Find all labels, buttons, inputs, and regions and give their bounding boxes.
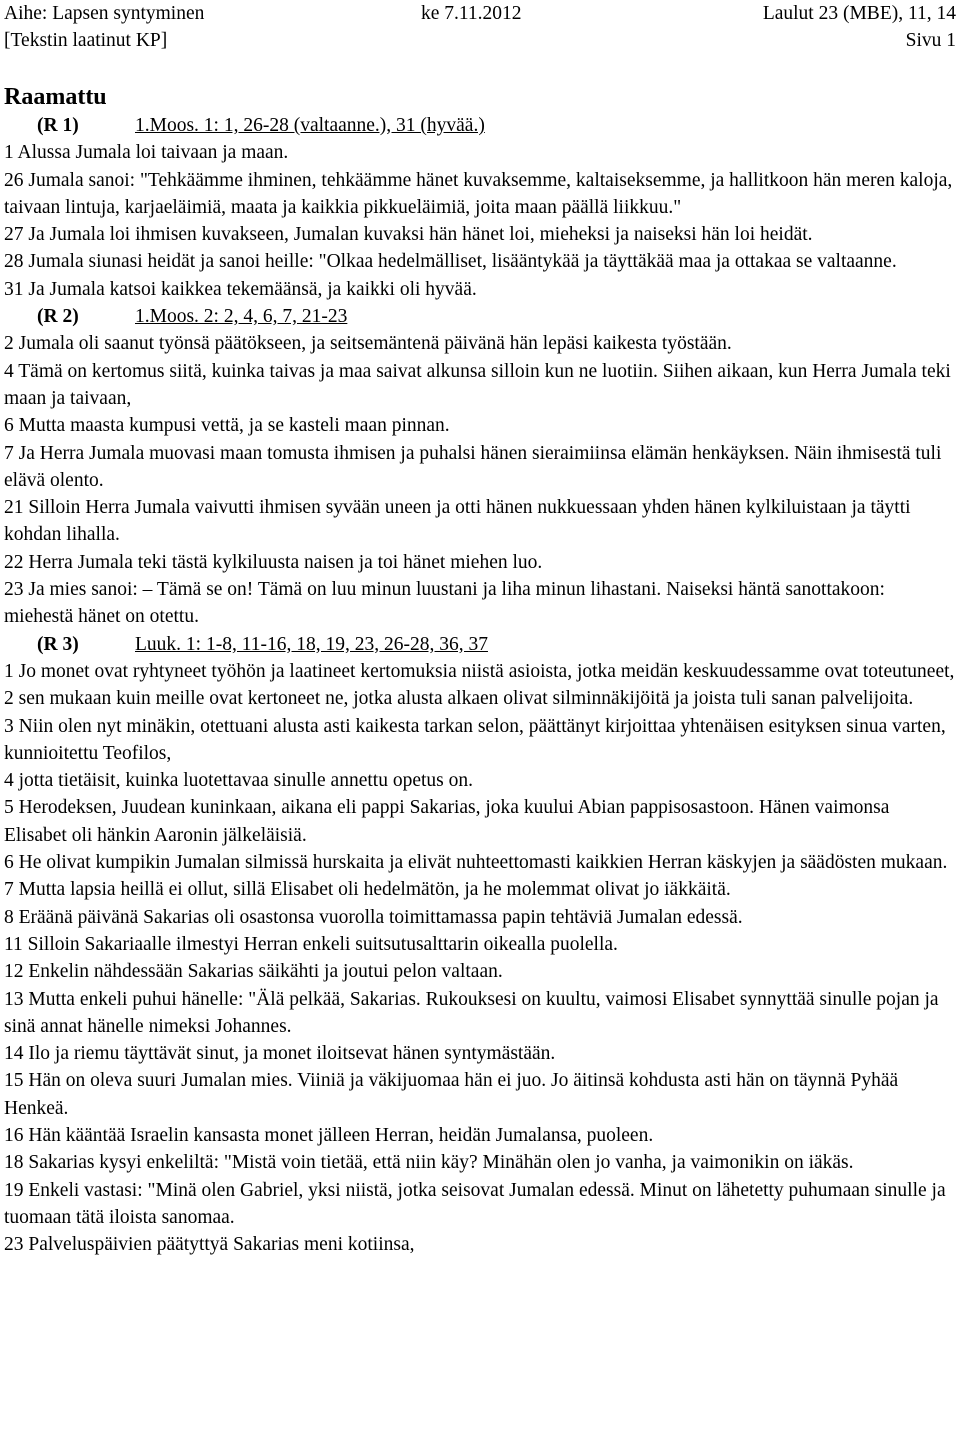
- verse: 16 Hän kääntää Israelin kansasta monet jälleen Herran, heidän Jumalansa, puoleen.: [4, 1124, 654, 1146]
- verse: 2 Jumala oli saanut työnsä päätökseen, ja seitsemäntenä päivänä hän lepäsi kaikesta työstään.: [4, 333, 732, 355]
- verse: 21 Silloin Herra Jumala vaivutti ihmisen syvään uneen ja otti hänen nukkuessaan yhden hänen kylkiluistaan ja täytti kohdan lihalla.: [4, 497, 911, 546]
- reading-1-reference: 1.Moos. 1: 1, 26-28 (valtaanne.), 31 (hyvää.): [135, 115, 485, 136]
- header-credit: [Tekstin laatinut KP]: [4, 30, 168, 51]
- verse: 6 Mutta maasta kumpusi vettä, ja se kasteli maan pinnan.: [4, 415, 450, 437]
- reading-1-heading: [4, 112, 956, 139]
- header-songs: Laulut 23 (MBE), 11, 14: [762, 3, 956, 24]
- verse: 6 He olivat kumpikin Jumalan silmissä hurskaita ja elivät nuhteettomasti kaikkien Herran käskyjen ja säädösten mukaan.: [4, 852, 948, 874]
- header-row-1: [4, 0, 956, 27]
- reading-3-reference: Luuk. 1: 1-8, 11-16, 18, 19, 23, 26-28, 36, 37: [135, 633, 488, 655]
- verse: 15 Hän on oleva suuri Jumalan mies. Viiniä ja väkijuomaa hän ei juo. Jo äitinsä kohdusta asti hän on täynnä Pyhää Henkeä.: [4, 1070, 899, 1119]
- header-date: ke 7.11.2012: [421, 3, 522, 24]
- header-topic: Aihe: Lapsen syntyminen: [4, 3, 205, 24]
- document-page: [4, 0, 956, 1258]
- header-row-2: [4, 27, 956, 54]
- verse: 7 Ja Herra Jumala muovasi maan tomusta ihmisen ja puhalsi hänen sieraimiinsa elämän henkäyksen. Näin ihmisestä tuli elävä olento.: [4, 442, 942, 491]
- verse: 26 Jumala sanoi: "Tehkäämme ihminen, tehkäämme hänet kuvaksemme, kaltaiseksemme, ja hallitkoon hän meren kaloja, taivaan lintuja, karjaeläimiä, maata ja kaikkia pikkueläimiä, joita maan päällä liikkuu.": [4, 169, 953, 218]
- reading-2-label: (R 2): [37, 306, 79, 328]
- verse: 18 Sakarias kysyi enkeliltä: "Mistä voin tietää, että niin käy? Minähän olen jo vanha, ja vaimonikin on iäkäs.: [4, 1152, 854, 1174]
- verse: 12 Enkelin nähdessään Sakarias säikähti ja joutui pelon valtaan.: [4, 961, 503, 983]
- verse: 2 sen mukaan kuin meille ovat kertoneet ne, jotka alusta alkaen olivat silminnäkijöitä ja joista tuli sanan palvelijoita.: [4, 688, 914, 710]
- reading-2-heading: [4, 303, 956, 330]
- verse: 14 Ilo ja riemu täyttävät sinut, ja monet iloitsevat hänen syntymästään.: [4, 1043, 556, 1065]
- verse: 13 Mutta enkeli puhui hänelle: "Älä pelkää, Sakarias. Rukouksesi on kuultu, vaimosi Elisabet synnyttää sinulle pojan ja sinä annat hänelle nimeksi Johannes.: [4, 988, 939, 1037]
- verse: 23 Palveluspäivien päätyttyä Sakarias meni kotiinsa,: [4, 1234, 415, 1256]
- verse: 11 Silloin Sakariaalle ilmestyi Herran enkeli suitsutusalttarin oikealla puolella.: [4, 933, 618, 955]
- verse: 1 Jo monet ovat ryhtyneet työhön ja laatineet kertomuksia niistä asioista, jotka meidän keskuudessamme ovat toteutuneet,: [4, 660, 955, 682]
- verse: 3 Niin olen nyt minäkin, otettuani alusta asti kaikesta tarkan selon, päättänyt kirjoittaa yhtenäisen esityksen sinua varten, kunnioitettu Teofilos,: [4, 715, 946, 764]
- verse: 27 Ja Jumala loi ihmisen kuvakseen, Jumalan kuvaksi hän hänet loi, mieheksi ja naiseksi hän loi heidät.: [4, 224, 813, 246]
- header-page-number: Sivu 1: [905, 30, 956, 51]
- verse: 28 Jumala siunasi heidät ja sanoi heille: "Olkaa hedelmälliset, lisääntykää ja täyttäkää maa ja ottakaa se valtaanne.: [4, 251, 897, 273]
- reading-3-label: (R 3): [37, 633, 79, 655]
- verse: 23 Ja mies sanoi: – Tämä se on! Tämä on luu minun luustani ja liha minun lihastani. Naiseksi häntä sanottakoon: miehestä hänet on otettu.: [4, 579, 885, 628]
- reading-1-label: (R 1): [37, 115, 79, 136]
- reading-2-reference: 1.Moos. 2: 2, 4, 6, 7, 21-23: [135, 306, 348, 328]
- verse: 31 Ja Jumala katsoi kaikkea tekemäänsä, ja kaikki oli hyvää.: [4, 278, 477, 300]
- verse: 19 Enkeli vastasi: "Minä olen Gabriel, yksi niistä, jotka seisovat Jumalan edessä. Minut on lähetetty puhumaan sinulle ja tuomaan tätä iloista sanomaa.: [4, 1179, 946, 1228]
- verse: 8 Eräänä päivänä Sakarias oli osastonsa vuorolla toimittamassa papin tehtäviä Jumalan edessä.: [4, 906, 743, 928]
- verse: 4 Tämä on kertomus siitä, kuinka taivas ja maa saivat alkunsa silloin kun ne luotiin. Siihen aikaan, kun Herra Jumala teki maan ja taivaan,: [4, 360, 951, 409]
- reading-3-heading: [4, 631, 956, 658]
- verse: 22 Herra Jumala teki tästä kylkiluusta naisen ja toi hänet miehen luo.: [4, 551, 543, 573]
- section-title: Raamattu: [4, 84, 107, 110]
- verse: 1 Alussa Jumala loi taivaan ja maan.: [4, 142, 289, 164]
- readings-body: [4, 112, 956, 1258]
- verse: 4 jotta tietäisit, kuinka luotettavaa sinulle annettu opetus on.: [4, 770, 473, 792]
- verse: 5 Herodeksen, Juudean kuninkaan, aikana eli pappi Sakarias, joka kuului Abian pappisosastoon. Hänen vaimonsa Elisabet oli hänkin Aaronin jälkeläisiä.: [4, 797, 890, 846]
- verse: 7 Mutta lapsia heillä ei ollut, sillä Elisabet oli hedelmätön, ja he molemmat olivat jo iäkkäitä.: [4, 879, 731, 901]
